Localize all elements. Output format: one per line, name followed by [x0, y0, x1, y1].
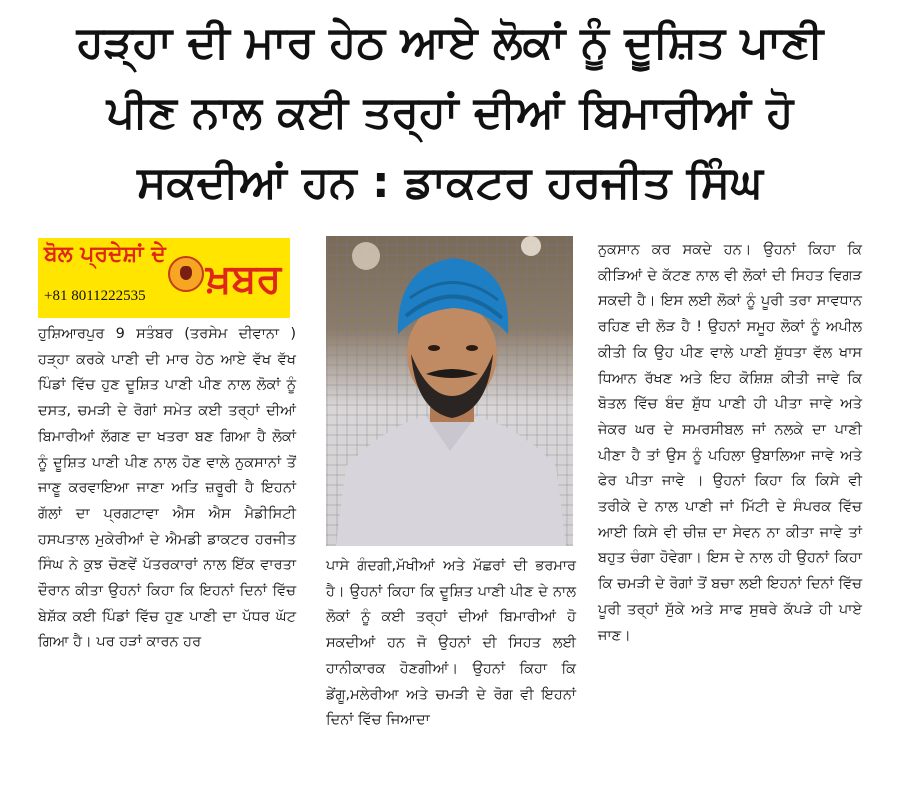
badge-title: ਬੋਲ ਪ੍ਰਦੇਸ਼ਾਂ ਦੇ [44, 242, 166, 267]
news-channel-badge [38, 238, 290, 318]
headline-line-3: ਸਕਦੀਆਂ ਹਨ : ਡਾਕਟਰ ਹਰਜੀਤ ਸਿੰਘ [137, 157, 763, 208]
article-column-2: ਪਾਸੇ ਗੰਦਗੀ,ਮੱਖੀਆਂ ਅਤੇ ਮੱਛਰਾਂ ਦੀ ਭਰਮਾਰ ਹੈ। ਉਹਨਾਂ ਕਿਹਾ ਕਿ ਦੂਸ਼ਿਤ ਪਾਣੀ ਪੀਣ ਦੇ ਨਾਲ ਲੋਕਾਂ ਨੂੰ ਕਈ ਤਰ੍ਹਾਂ ਦੀਆਂ ਬਿਮਾਰੀਆਂ ਹੋ ਸਕਦੀਆਂ ਹਨ ਜੋ ਉਹਨਾਂ ਦੀ ਸਿਹਤ ਲਈ ਹਾਨੀਕਾਰਕ ਹੋਣਗੀਆਂ। ਉਹਨਾਂ ਕਿਹਾ ਕਿ ਡੇਂਗੂ,ਮਲੇਰੀਆ ਅਤੇ ਚਮੜੀ ਦੇ ਰੋਗ ਵੀ ਇਹਨਾਂ ਦਿਨਾਂ ਵਿੱਚ ਜਿਆਦਾ [326, 558, 576, 729]
headline-line-2: ਪੀਣ ਨਾਲ ਕਈ ਤਰ੍ਹਾਂ ਦੀਆਂ ਬਿਮਾਰੀਆਂ ਹੋ [106, 87, 794, 138]
article-column-3: ਨੁਕਸਾਨ ਕਰ ਸਕਦੇ ਹਨ। ਉਹਨਾਂ ਕਿਹਾ ਕਿ ਕੀੜਿਆਂ ਦੇ ਕੱਟਣ ਨਾਲ ਵੀ ਲੋਕਾਂ ਦੀ ਸਿਹਤ ਵਿਗੜ ਸਕਦੀ ਹੈ। ਇਸ ਲਈ ਲੋਕਾਂ ਨੂੰ ਪੂਰੀ ਤਰਾ ਸਾਵਧਾਨ ਰਹਿਣ ਦੀ ਲੋੜ ਹੈ ! ਉਹਨਾਂ ਸਮੂਹ ਲੋਕਾਂ ਨੂੰ ਅਪੀਲ ਕੀਤੀ ਕਿ ਉਹ ਪੀਣ ਵਾਲੇ ਪਾਣੀ ਸ਼ੁੱਧਤਾ ਵੱਲ ਖਾਸ ਧਿਆਨ ਰੱਖਣ ਅਤੇ ਇਹ ਕੋਸ਼ਿਸ਼ ਕੀਤੀ ਜਾਵੇ ਕਿ ਬੋਤਲ ਵਿੱਚ ਬੰਦ ਸ਼ੁੱਧ ਪਾਣੀ ਹੀ ਪੀਤਾ ਜਾਵੇ ਅਤੇ ਜੇਕਰ ਘਰ ਦੇ ਸਮਰਸੀਬਲ ਜਾਂ ਨਲਕੇ ਦਾ ਪਾਣੀ ਪੀਣਾ ਹੈ ਤਾਂ ਉਸ ਨੂੰ ਪਹਿਲਾ ਉਬਾਲਿਆ ਜਾਵੇ ਅਤੇ ਫੇਰ ਪੀਤਾ ਜਾਵੇ । ਉਹਨਾਂ ਕਿਹਾ ਕਿ ਕਿਸੇ ਵੀ ਤਰੀਕੇ ਦੇ ਨਾਲ ਪਾਣੀ ਜਾਂ ਮਿੱਟੀ ਦੇ ਸੰਪਰਕ ਵਿੱਚ ਆਈ ਕਿਸੇ ਵੀ ਚੀਜ਼ ਦਾ ਸੇਵਨ ਨਾ ਕੀਤਾ ਜਾਵੇ ਤਾਂ ਬਹੁਤ ਚੰਗਾ ਹੋਵੇਗਾ। ਇਸ ਦੇ ਨਾਲ ਹੀ ਉਹਨਾਂ ਕਿਹਾ ਕਿ ਚਮੜੀ ਦੇ ਰੋਗਾਂ ਤੋਂ ਬਚਾ ਲਈ ਇਹਨਾਂ ਦਿਨਾਂ ਵਿੱਚ ਪੂਰੀ ਤਰ੍ਹਾਂ ਸੁੱਕੇ ਅਤੇ ਸਾਫ ਸੁਥਰੇ ਕੱਪੜੇ ਹੀ ਪਾਏ ਜਾਣ। [598, 242, 862, 644]
portrait-illustration [326, 236, 573, 546]
eye-icon [428, 345, 440, 351]
channel-logo-icon [168, 256, 204, 292]
headline-line-1: ਹੜ੍ਹਾ ਦੀ ਮਾਰ ਹੇਠ ਆਏ ਲੋਕਾਂ ਨੂੰ ਦੂਸ਼ਿਤ ਪਾਣੀ [76, 17, 824, 68]
ceiling-light-icon [352, 242, 380, 270]
ceiling-light-icon [521, 236, 541, 256]
article-column-1: ਹੁਸ਼ਿਆਰਪੁਰ 9 ਸਤੰਬਰ (ਤਰਸੇਮ ਦੀਵਾਨਾ ) ਹੜ੍ਹਾ ਕਰਕੇ ਪਾਣੀ ਦੀ ਮਾਰ ਹੇਠ ਆਏ ਵੱਖ ਵੱਖ ਪਿੰਡਾਂ ਵਿੱਚ ਹੁਣ ਦੂਸ਼ਿਤ ਪਾਣੀ ਪੀਣ ਨਾਲ ਲੋਕਾਂ ਨੂੰ ਦਸਤ, ਚਮੜੀ ਦੇ ਰੋਗਾਂ ਸਮੇਤ ਕਈ ਤਰ੍ਹਾਂ ਦੀਆਂ ਬਿਮਾਰੀਆਂ ਲੱਗਣ ਦਾ ਖਤਰਾ ਬਣ ਗਿਆ ਹੈ ਲੋਕਾਂ ਨੂੰ ਦੂਸ਼ਿਤ ਪਾਣੀ ਪੀਣ ਨਾਲ ਹੋਣ ਵਾਲੇ ਨੁਕਸਾਨਾਂ ਤੋਂ ਜਾਣੂ ਕਰਵਾਇਆ ਜਾਣਾ ਅਤਿ ਜ਼ਰੂਰੀ ਹੈ ਇਹਨਾਂ ਗੱਲਾਂ ਦਾ ਪ੍ਰਗਟਾਵਾ ਐਸ ਐਸ ਮੈਡੀਸਿਟੀ ਹਸਪਤਾਲ ਮੁਕੇਰੀਆਂ ਦੇ ਐਮਡੀ ਡਾਕਟਰ ਹਰਜੀਤ ਸਿੰਘ ਨੇ ਕੁਝ ਚੋਣਵੇਂ ਪੱਤਰਕਾਰਾਂ ਨਾਲ ਇੱਕ ਵਾਰਤਾ ਦੌਰਾਨ ਕੀਤਾ ਉਹਨਾਂ ਕਿਹਾ ਕਿ ਇਹਨਾਂ ਦਿਨਾਂ ਵਿੱਚ ਬੇਸ਼ੱਕ ਕਈ ਪਿੰਡਾਂ ਵਿੱਚ ਹੁਣ ਪਾਣੀ ਦਾ ਪੱਧਰ ਘੱਟ ਗਿਆ ਹੈ। ਪਰ ਹੜਾਂ ਕਾਰਨ ਹਰ [38, 326, 296, 651]
badge-phone: +81 8011222535 [44, 288, 146, 304]
doctor-portrait-photo [326, 236, 573, 546]
headline [20, 8, 880, 218]
eye-icon [466, 345, 478, 351]
badge-news-label: ਖ਼ਬਰ [206, 256, 282, 302]
